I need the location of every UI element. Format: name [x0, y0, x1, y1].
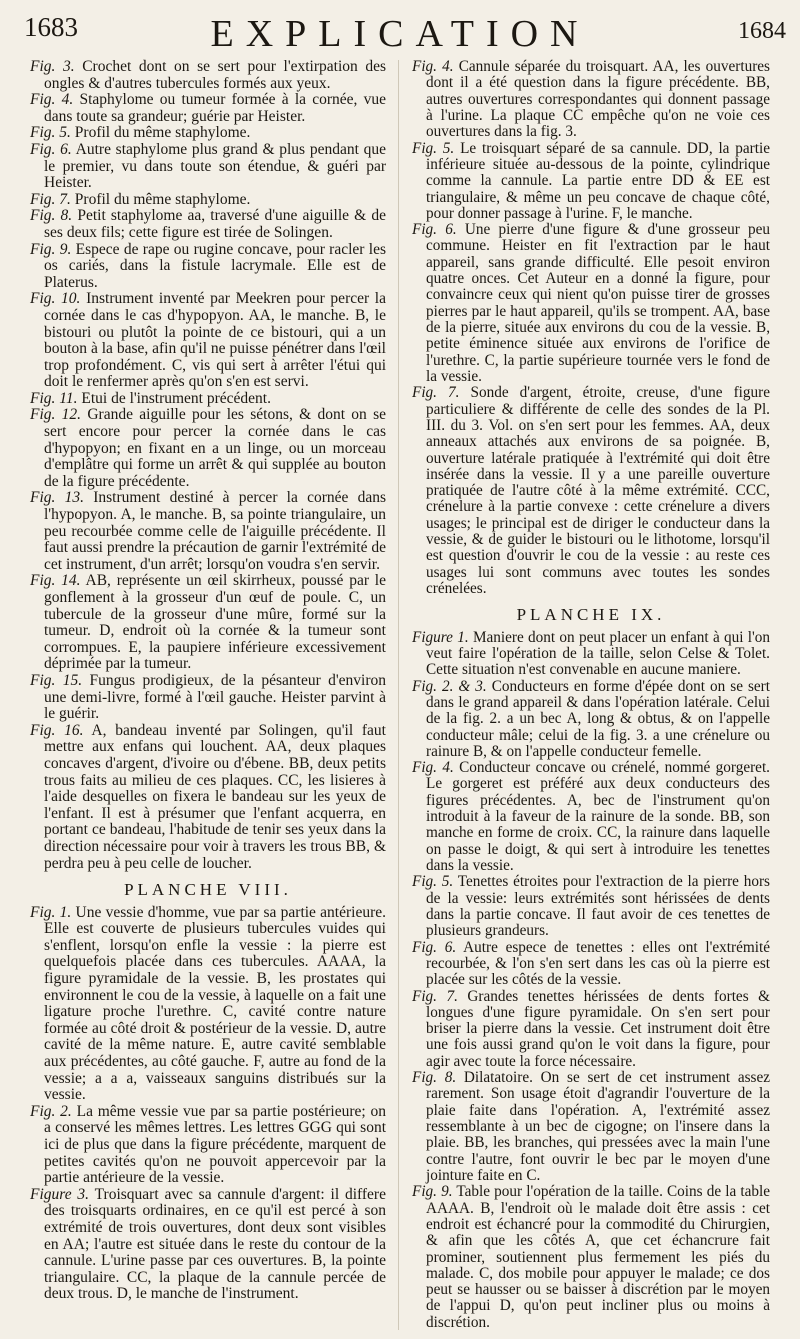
figure-description: Maniere dont on peut placer un enfant à qui l'on veut faire l'opération de la taille, selon Celse & Tolet. Cette situation n'est convenable en aucune maniere.	[426, 628, 770, 679]
figure-description: Espece de rape ou rugine concave, pour racler les os cariés, dans la fistule lacrymale. Elle est de Platerus.	[44, 240, 386, 291]
figure-label: Fig. 6.	[30, 140, 72, 158]
figure-description: Conducteur concave ou crénelé, nommé gorgeret. Le gorgeret est préféré aux deux conducteurs des figures précédentes. A, bec de l'instrument qu'on introduit à la faveur de la rainure de la sonde. BB, son manche en forme de croix. CC, la rainure dans laquelle on passe le doigt, & qui sert à introduire les tenettes dans la vessie.	[426, 759, 770, 874]
figure-description: Tenettes étroites pour l'extraction de la pierre hors de la vessie: leurs extrémités sont hérissées de dents dans la partie concave. Il faut avoir de ces tenettes de plusieurs grandeurs.	[426, 873, 770, 940]
left-column	[30, 59, 386, 1303]
figure-description: Fungus prodigieux, de la pésanteur d'environ une demi-livre, formé à l'œil gauche. Heister parvint à le guérir.	[44, 671, 387, 723]
figure-description: Une pierre d'une figure & d'une grosseur peu commune. Heister en fit l'extraction par le haut appareil, sans grande difficulté. Elle pesoit environ quatre onces. Cet Auteur en a donné la figure, pour convaincre ceux qui nient qu'on puisse tirer de grosses pierres par le haut appareil, qu'ils se trompent. AA, base de la pierre, située aux environs du cou de la vessie. B, petite éminence située aux environs de l'orifice de l'urethre. C, la partie supérieure tournée vers le fond de la vessie.	[426, 221, 771, 385]
figure-label: Fig. 9.	[412, 1183, 453, 1201]
figure-label: Fig. 16.	[30, 721, 84, 739]
figure-description: Instrument destiné à percer la cornée dans l'hypopyon. A, le manche. B, sa pointe triangulaire, un peu recourbée comme celle de l'aiguille précédente. Il faut aussi prendre la précaution de garnir l'extrémité de cet instrument, d'un arrêt; lorsqu'on voudra s'en servir.	[44, 489, 386, 573]
figure-label: Fig. 7.	[30, 190, 71, 208]
right-page-number: 1684	[738, 18, 786, 44]
left-page-number: 1683	[24, 12, 78, 42]
figure-label: Fig. 4.	[412, 759, 454, 777]
figure-entry	[412, 679, 770, 761]
figure-description: AB, représente un œil skirrheux, poussé par le gonflement à la grosseur d'un œuf de poule. C, un tubercule de la grosseur d'une mûre, formé sur la tumeur. D, endroit où la cornée & la tumeur sont corrompues. E, la paupiere inférieure excessivement déprimée par la tumeur.	[44, 572, 386, 673]
figure-entry	[30, 125, 386, 142]
figure-description: Le troisquart séparé de sa cannule. DD, la partie inférieure située au-dessous de la pointe, cylindrique comme la cannule. La partie entre DD & EE est triangulaire, & même un peu concave de chaque côté, pour donner passage à l'urine. F, le manche.	[426, 139, 770, 222]
figure-description: A, bandeau inventé par Solingen, qu'il faut mettre aux enfans qui louchent. AA, deux plaques concaves d'argent, d'ivoire ou d'ébene. BB, deux petits trous faits au milieu de ces plaques. CC, les lisieres à l'aide desquelles on fixera le bandeau sur les yeux de l'enfant. Il est à présumer que l'enfant acquerra, en portant ce bandeau, l'habitude de tenir ses yeux dans la direction nécessaire pour voir à travers les trous BB, & perdra peu à peu celle de loucher.	[44, 721, 386, 872]
figure-description: Troisquart avec sa cannule d'argent: il differe des troisquarts ordinaires, en ce qu'il est percé à son extrémité de trois ouvertures, dont deux sont visibles en AA; l'autre est située dans le reste du contour de la cannule. L'urine passe par ces ouvertures. B, la pointe triangulaire. CC, la plaque de la cannule percée de deux trous. D, le manche de l'instrument.	[44, 1185, 386, 1303]
figure-entry	[412, 385, 770, 597]
figure-label: Fig. 15.	[30, 671, 83, 689]
figure-label: Figure 1.	[412, 628, 469, 646]
figure-description: Dilatatoire. On se sert de cet instrument assez rarement. Son usage étoit d'agrandir l'ouverture de la plaie faite dans l'opération. A, l'extrémité assez ressemblante à un bec de cigogne; on l'insere dans la plaie. BB, les branches, qui pressées avec la main l'une contre l'autre, font ouvrir le bec par le moyen d'une jointure faite en C.	[426, 1069, 770, 1184]
figure-description: Une vessie d'homme, vue par sa partie antérieure. Elle est couverte de plusieurs tubercules vuides qui s'enflent, lorsqu'on enfle la vessie : la pierre est quelquefois placée dans ces tubercules. AAAA, la figure pyramidale de la vessie. B, les prostates qui environnent le cou de la vessie, à laquelle on a fait une ligature proche l'urethre. C, cavité contre nature formée au côté droit & postérieur de la vessie. D, autre cavité de la même nature. E, autre cavité semblable aux précédentes, au côté gauche. F, autre au fond de la vessie; a a a, vaisseaux sanguins distribués sur la vessie.	[44, 903, 387, 1104]
figure-label: Fig. 10.	[30, 290, 81, 308]
figure-entry	[30, 673, 386, 723]
figure-label: Fig. 6.	[412, 221, 457, 239]
figure-label: Fig. 5.	[412, 873, 454, 891]
figure-description: Table pour l'opération de la taille. Coins de la table AAAA. B, l'endroit où le malade doit être assis : cet endroit est échancré pour la commodité du Chirurgien, & afin que les côtés A, que cet échancrure fait prominer, soutiennent plus fermement les piés du malade. C, dos mobile pour appuyer le malade; ce dos peut se hausser ou se baisser à discrétion par le moyen de l'appui D, qu'on peut incliner plus ou moins à discrétion.	[426, 1183, 770, 1331]
figure-entry	[30, 192, 386, 209]
figure-description: Crochet dont on se sert pour l'extirpation des ongles & d'autres tubercules formés aux yeux.	[44, 58, 387, 92]
figure-entry	[30, 723, 386, 872]
figure-description: Sonde d'argent, étroite, creuse, d'une figure particuliere & différente de celle des sondes de la Pl. III. du 3. Vol. on s'en sert pour les femmes. AA, deux anneaux attachés aux environs de sa poignée. B, ouverture latérale pratiquée à l'extrémité qui doit être insérée dans la vessie. Il y a une pareille ouverture pratiquée de l'autre côté à la même extrémité. CCC, crénelure à la partie convexe : cette crénelure a divers usages; le principal est de diriger le conducteur dans la vessie, & de guider le bistouri ou le lithotome, lorsqu'il est question d'ouvrir le cou de la vessie : au reste ces usages lui sont communs avec toutes les sondes crénelées.	[426, 384, 770, 597]
figure-label: Fig. 5.	[30, 124, 71, 142]
plate-heading: PLANCHE VIII.	[124, 880, 292, 900]
figure-entry	[30, 391, 386, 408]
figure-label: Figure 3.	[30, 1185, 90, 1203]
figure-entry	[30, 142, 386, 192]
figure-label: Fig. 11.	[30, 389, 78, 407]
figure-description: Instrument inventé par Meekren pour percer la cornée dans le cas d'hypopyon. AA, le manche. B, le bistouri ou plutôt la pointe de ce bistouri, qui a un bouton à la base, afin qu'il ne puisse pénétrer dans l'œil trop profondément. C, vis qui sert à arrêter l'étui qui doit le renfermer après qu'on s'en est servi.	[44, 290, 386, 391]
figure-description: La même vessie vue par sa partie postérieure; on a conservé les mêmes lettres. Les lettres GGG qui sont ici de plus que dans la figure précédente, marquent de petites cavités qu'on ne pouvoit appercevoir par la partie antérieure de la vessie.	[44, 1102, 387, 1187]
figure-label: Fig. 8.	[30, 207, 73, 225]
figure-entry	[30, 291, 386, 391]
figure-entry	[412, 760, 770, 874]
figure-label: Fig. 5.	[412, 139, 455, 157]
figure-description: Staphylome ou tumeur formée à la cornée, vue dans toute sa grandeur; guérie par Heister.	[44, 91, 387, 125]
figure-label: Fig. 8.	[412, 1069, 457, 1087]
right-column	[412, 59, 770, 1331]
figure-entry	[412, 874, 770, 939]
figure-description: Profil du même staphylome.	[74, 190, 251, 208]
figure-description: Conducteurs en forme d'épée dont on se sert dans le grand appareil & dans l'opération latérale. Celui de la fig. 2. a un bec A, long & obtus, & on l'appelle conducteur mâle; celui de la fig. 3. a une crénelure ou rainure B, & on l'appelle conducteur femelle.	[426, 677, 771, 760]
figure-entry	[30, 59, 386, 92]
figure-label: Fig. 3.	[30, 58, 75, 75]
figure-entry	[30, 1104, 386, 1187]
figure-entry	[30, 905, 386, 1104]
figure-entry	[30, 490, 386, 573]
plate-heading: PLANCHE IX.	[516, 605, 666, 625]
figure-entry	[412, 630, 770, 679]
figure-description: Petit staphylome aa, traversé d'une aiguille & de ses deux fils; cette figure est tirée de Solingen.	[44, 207, 386, 241]
figure-description: Grandes tenettes hérissées de dents fortes & longues d'une figure pyramidale. On s'en sert pour briser la pierre dans la vessie. Cet instrument doit être une fois aussi grand qu'on le voit dans la figure, pour agir avec toute la force nécessaire.	[426, 987, 770, 1070]
figure-description: Etui de l'instrument précédent.	[81, 389, 271, 407]
page-title: EXPLICATION	[210, 13, 590, 55]
figure-description: Grande aiguille pour les sétons, & dont on se sert encore pour percer la cornée dans le cas d'hypopyon; en fixant en a un linge, ou un morceau d'emplâtre qui forme un arrêt & qui supplée au bouton de la figure précédente.	[44, 406, 387, 490]
figure-label: Fig. 13.	[30, 489, 84, 507]
figure-description: Autre staphylome plus grand & plus pendant que le premier, vu dans toute son étendue, & guéri par Heister.	[44, 140, 386, 192]
figure-entry	[30, 573, 386, 673]
figure-label: Fig. 7.	[412, 987, 458, 1005]
figure-description: Cannule séparée du troisquart. AA, les ouvertures dont il a été question dans la figure précédente. BB, autres ouvertures correspondantes qui donnent passage à l'urine. La plaque CC empêche qu'on ne voie ces ouvertures dans la fig. 3.	[426, 58, 770, 141]
figure-entry	[30, 92, 386, 125]
figure-description: Autre espece de tenettes : elles ont l'extrémité recourbée, & l'on s'en sert dans les cas où la pierre est placée sur les côtés de la vessie.	[426, 938, 770, 989]
figure-label: Fig. 2. & 3.	[412, 677, 487, 695]
figure-label: Fig. 4.	[30, 91, 74, 109]
figure-entry	[412, 141, 770, 223]
column-divider	[398, 60, 399, 1330]
figure-label: Fig. 4.	[412, 58, 454, 75]
figure-entry	[30, 407, 386, 490]
figure-entry	[30, 242, 386, 292]
figure-entry	[412, 940, 770, 989]
figure-entry	[412, 1070, 770, 1184]
figure-label: Fig. 9.	[30, 240, 72, 258]
figure-label: Fig. 7.	[412, 384, 460, 402]
figure-description: Profil du même staphylome.	[74, 124, 251, 142]
figure-label: Fig. 12.	[30, 406, 82, 424]
figure-label: Fig. 6.	[412, 938, 457, 956]
figure-entry	[30, 1187, 386, 1303]
page-header	[0, 4, 800, 54]
figure-entry	[30, 208, 386, 241]
figure-label: Fig. 1.	[30, 903, 72, 921]
figure-entry	[412, 1184, 770, 1331]
figure-label: Fig. 2.	[30, 1102, 72, 1120]
figure-entry	[412, 59, 770, 141]
figure-entry	[412, 222, 770, 385]
figure-entry	[412, 989, 770, 1071]
figure-label: Fig. 14.	[30, 572, 81, 590]
